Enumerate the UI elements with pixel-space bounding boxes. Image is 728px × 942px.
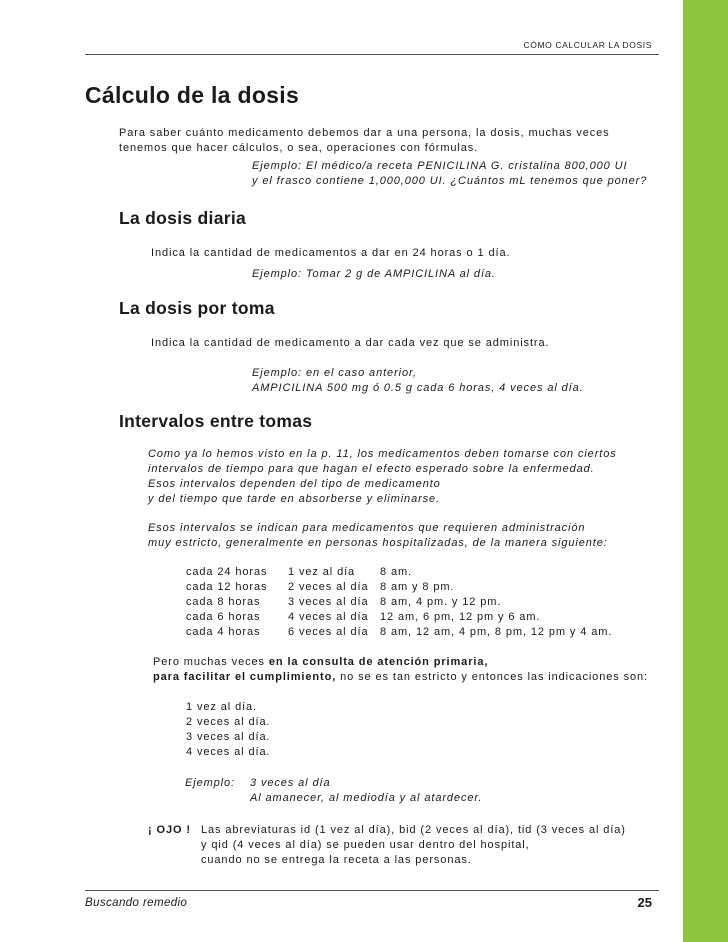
table-cell: cada 8 horas (186, 596, 261, 608)
text-span: no se es tan estricto y entonces las indicaciones son: (336, 671, 648, 683)
warning-line: y qid (4 veces al día) se pueden usar dentro del hospital, (201, 839, 530, 851)
table-cell: 8 am. (380, 566, 413, 578)
primary-care-line (153, 655, 648, 670)
warning-line: cuando no se entrega la receta a las personas. (201, 854, 472, 866)
warning-line: Las abreviaturas id (1 vez al día), bid (2 veces al día), tid (3 veces al día) (201, 824, 626, 836)
intervals-paragraph-1 (148, 447, 617, 507)
example-text (250, 776, 482, 806)
bold-span: en la consulta de atención primaria, (268, 656, 489, 668)
intervals-line: Esos intervalos dependen del tipo de medicamento (148, 478, 441, 490)
per-dose-text (151, 336, 549, 351)
example-line: y el frasco contiene 1,000,000 UI. ¿Cuántos mL tenemos que poner? (252, 175, 648, 187)
warning-text (201, 823, 626, 868)
intervals-line: Como ya lo hemos visto en la p. 11, los medicamentos deben tomarse con ciertos (148, 448, 617, 460)
table-cell: 4 veces al día (288, 611, 369, 623)
list-item: 4 veces al día. (186, 746, 271, 758)
table-cell: 12 am, 6 pm, 12 pm y 6 am. (380, 611, 541, 623)
list-item: 1 vez al día. (186, 701, 258, 713)
text-span: Pero muchas veces (153, 656, 269, 668)
daily-example (252, 267, 496, 282)
intervals-line: Esos intervalos se indican para medicamentos que requieren administración (148, 522, 586, 534)
example-line: AMPICILINA 500 mg ó 0.5 g cada 6 horas, 4 veces al día. (252, 382, 584, 394)
schedule-table-col-interval (186, 565, 267, 640)
example-line: Ejemplo: Tomar 2 g de AMPICILINA al día. (252, 268, 496, 280)
table-cell: cada 6 horas (186, 611, 261, 623)
table-cell: 2 veces al día (288, 581, 369, 593)
table-cell: 8 am, 4 pm. y 12 pm. (380, 596, 502, 608)
intervals-line: y del tiempo que tarde en absorberse y eliminarse. (148, 493, 441, 505)
example-label-text: Ejemplo: (185, 777, 235, 789)
daily-line: Indica la cantidad de medicamentos a dar en 24 horas o 1 día. (151, 247, 511, 259)
list-item: 3 veces al día. (186, 731, 271, 743)
intro-line: tenemos que hacer cálculos, o sea, operaciones con fórmulas. (119, 142, 479, 154)
simple-schedule-list (186, 700, 270, 760)
running-header: CÓMO CALCULAR LA DOSIS (523, 40, 652, 50)
schedule-table-col-times (288, 565, 368, 640)
table-cell: 6 veces al día (288, 626, 369, 638)
intervals-paragraph-2 (148, 521, 608, 551)
intro-example (252, 159, 647, 189)
per-dose-line: Indica la cantidad de medicamento a dar cada vez que se administra. (151, 337, 550, 349)
section-heading-daily: La dosis diaria (119, 208, 247, 228)
intervals-line: muy estricto, generalmente en personas hospitalizadas, de la manera siguiente: (148, 537, 608, 549)
table-cell: cada 24 horas (186, 566, 268, 578)
warning-label (148, 823, 191, 838)
table-cell: 8 am y 8 pm. (380, 581, 455, 593)
intervals-line: intervalos de tiempo para que hagan el efecto esperado sobre la enfermedad. (148, 463, 595, 475)
bold-span: para facilitar el cumplimiento, (153, 671, 337, 683)
table-cell: 8 am, 12 am, 4 pm, 8 pm, 12 pm y 4 am. (380, 626, 613, 638)
section-heading-per-dose: La dosis por toma (119, 298, 275, 318)
table-cell: 1 vez al día (288, 566, 356, 578)
footer-book-title: Buscando remedio (85, 897, 188, 909)
per-dose-example (252, 366, 584, 396)
table-cell: cada 4 horas (186, 626, 261, 638)
accent-side-bar (683, 0, 728, 942)
footer-divider (85, 890, 659, 891)
schedule-table-col-hours (380, 565, 612, 640)
daily-text (151, 246, 510, 261)
list-item: 2 veces al día. (186, 716, 271, 728)
example-line: Ejemplo: El médico/a receta PENICILINA G. cristalina 800,000 UI (252, 160, 628, 172)
primary-care-paragraph (153, 655, 648, 685)
intro-paragraph (119, 126, 610, 156)
table-cell: 3 veces al día (288, 596, 369, 608)
example-line: 3 veces al día (250, 777, 331, 789)
section-heading-intervals: Intervalos entre tomas (119, 411, 313, 431)
header-divider (85, 54, 659, 55)
page-title: Cálculo de la dosis (85, 82, 300, 108)
page-number: 25 (637, 895, 652, 910)
table-cell: cada 12 horas (186, 581, 268, 593)
primary-care-line (153, 670, 648, 685)
example-line: Ejemplo: en el caso anterior, (252, 367, 417, 379)
example-line: Al amanecer, al mediodía y al atardecer. (250, 792, 483, 804)
warning-label-text: ¡ OJO ! (148, 824, 191, 836)
example-label (185, 776, 235, 791)
intro-line: Para saber cuánto medicamento debemos dar a una persona, la dosis, muchas veces (119, 127, 610, 139)
